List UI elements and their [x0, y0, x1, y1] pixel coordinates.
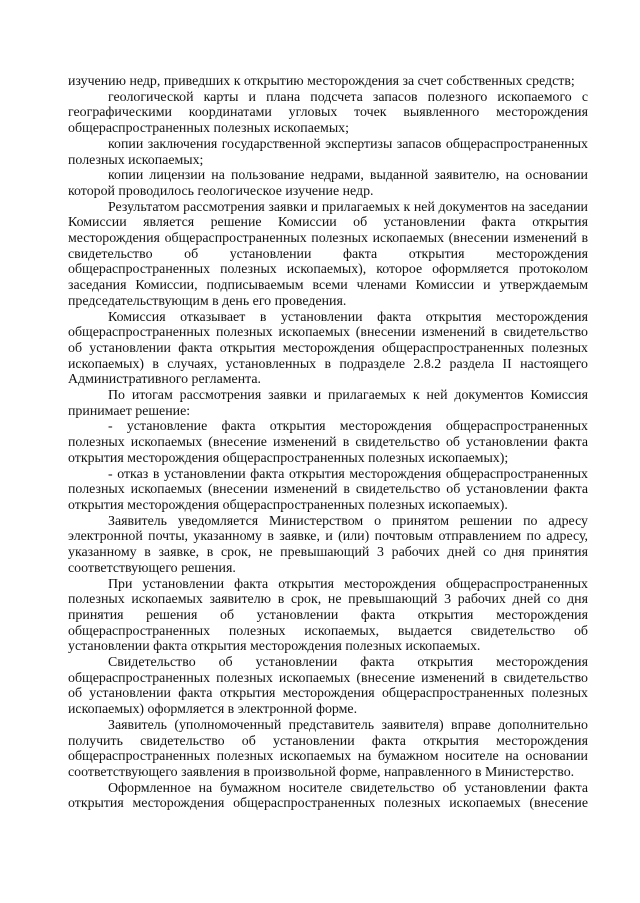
paragraph-12: Оформленное на бумажном носителе свидетельство об установлении факта открытия месторождения общераспространенных полезных ископаемых (внесение	[68, 780, 588, 812]
list-item-1: - установление факта открытия месторождения общераспространенных полезных ископаемых (внесение изменений в свидетельство об установлении факта открытия месторождения общераспространенных полезных ископаемых);	[68, 419, 588, 466]
paragraph-3: копии заключения государственной экспертизы запасов общераспространенных полезных ископаемых;	[68, 136, 588, 168]
paragraph-1: изучению недр, приведших к открытию месторождения за счет собственных средств;	[68, 74, 575, 89]
document-page	[68, 74, 588, 812]
paragraph-11: Заявитель (уполномоченный представитель заявителя) вправе дополнительно получить свидетельство об установлении факта открытия месторождения общераспространенных полезных ископаемых на бумажном носителе на основании соответствующего заявления в произвольной форме, направленного в Министерство.	[68, 717, 588, 780]
paragraph-6: Комиссия отказывает в установлении факта открытия месторождения общераспространенных полезных ископаемых (внесении изменений в свидетельство об установлении факта открытия месторождения общераспространенных полезных ископаемых) в случаях, установленных в подразделе 2.8.2 раздела II настоящего Административного регламента.	[68, 309, 588, 388]
paragraph-5: Результатом рассмотрения заявки и прилагаемых к ней документов на заседании Комиссии является решение Комиссии об установлении факта открытия месторождения общераспространенных полезных ископаемых (внесении изменений в свидетельство об установлении факта открытия месторождения общераспространенных полезных ископаемых), которое оформляется протоколом заседания Комиссии, подписываемым всеми членами Комиссии и утверждаемым председательствующим в день его проведения.	[68, 199, 588, 309]
paragraph-7: По итогам рассмотрения заявки и прилагаемых к ней документов Комиссия принимает решение:	[68, 388, 588, 419]
paragraph-4: копии лицензии на пользование недрами, выданной заявителю, на основании которой проводилось геологическое изучение недр.	[68, 168, 588, 199]
paragraph-2: геологической карты и плана подсчета запасов полезного ископаемого с географическими координатами угловых точек выявленного месторождения общераспространенных полезных ископаемых;	[68, 89, 588, 137]
paragraph-9: При установлении факта открытия месторождения общераспространенных полезных ископаемых заявителю в срок, не превышающий 3 рабочих дней со дня принятия решения об установлении факта открытия месторождения общераспространенных полезных ископаемых, выдается свидетельство об установлении факта открытия месторождения полезных ископаемых.	[68, 576, 588, 655]
paragraph-8: Заявитель уведомляется Министерством о принятом решении по адресу электронной почты, указанному в заявке, и (или) почтовым отправлением по адресу, указанному в заявке, в срок, не превышающий 3 рабочих дней со дня принятия соответствующего решения.	[68, 513, 588, 576]
list-item-2: - отказ в установлении факта открытия месторождения общераспространенных полезных ископаемых (внесении изменений в свидетельство об установлении факта открытия месторождения общераспространенных полезных ископаемых).	[68, 466, 588, 513]
paragraph-10: Свидетельство об установлении факта открытия месторождения общераспространенных полезных ископаемых (внесение изменений в свидетельство об установлении факта открытия месторождения общераспространенных полезных ископаемых) оформляется в электронной форме.	[68, 655, 588, 718]
